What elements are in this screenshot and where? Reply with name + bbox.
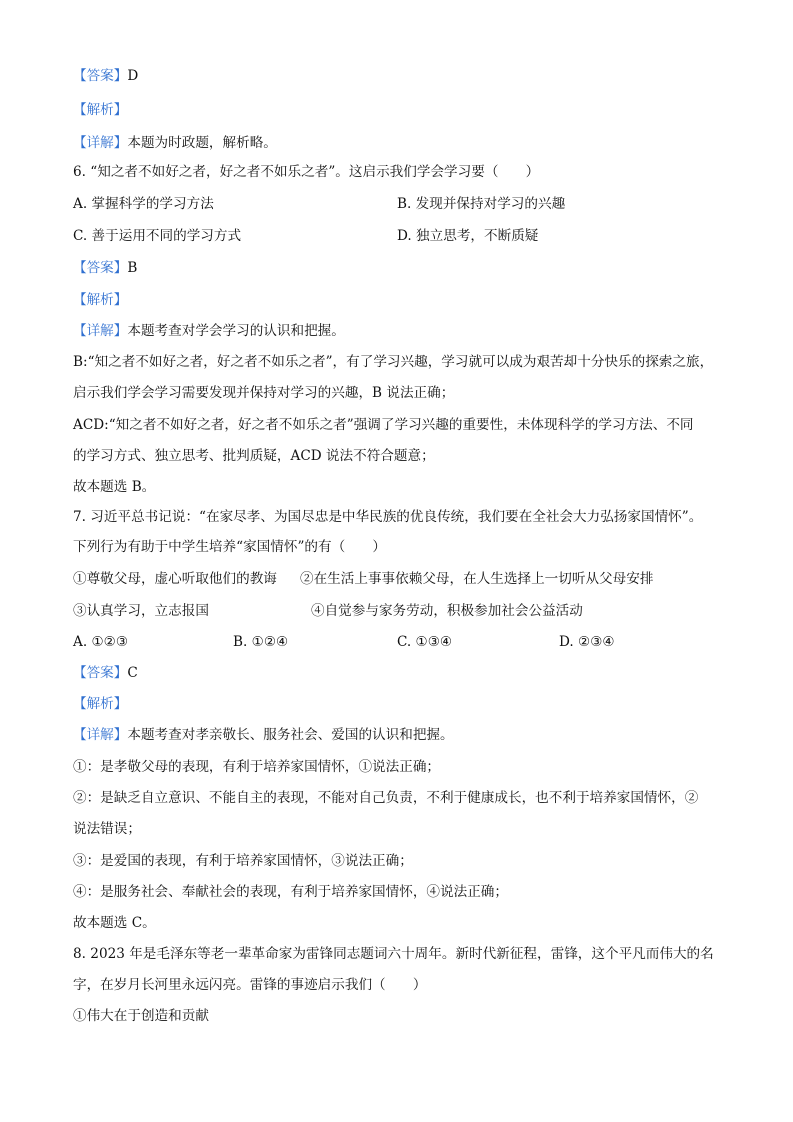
answer-value: D xyxy=(127,68,139,84)
q6-option-d: D. 独立思考，不断质疑 xyxy=(397,228,539,244)
q6-explain-line: 启示我们学会学习需要发现并保持对学习的兴趣，B 说法正确； xyxy=(73,385,455,401)
q7-answer-line xyxy=(73,663,733,683)
q7-option-c: C. ①③④ xyxy=(397,634,453,650)
q6-explain-line: ACD:“知之者不如好之者，好之者不如乐之者”强调了学习兴趣的重要性，未体现科学的学习方法、不同 xyxy=(73,417,694,433)
q7-analysis-line xyxy=(73,694,733,714)
answer-tag: 【答案】 xyxy=(73,68,128,84)
q8-item-1: ①伟大在于创造和贡献 xyxy=(73,1008,209,1024)
q6-explain-line: 的学习方式、独立思考、批判质疑，ACD 说法不符合题意； xyxy=(73,448,435,464)
q7-stem-line: 7. 习近平总书记说：“在家尽孝、为国尽忠是中华民族的优良传统，我们要在全社会大力弘扬家国情怀”。 xyxy=(73,509,703,525)
q7-option-b: B. ①②④ xyxy=(233,634,289,650)
q6-explain-line: B:“知之者不如好之者，好之者不如乐之者”，有了学习兴趣，学习就可以成为艰苦却十分快乐的探索之旅， xyxy=(73,354,714,370)
detail-text: 本题为时政题，解析略。 xyxy=(127,135,277,151)
q7-item-4: ④自觉参与家务劳动，积极参加社会公益活动 xyxy=(311,603,583,619)
q8-stem-line: 字，在岁月长河里永远闪亮。雷锋的事迹启示我们（ ） xyxy=(73,977,427,993)
q7-explain-line: 故本题选 C。 xyxy=(73,915,156,931)
detail-tag: 【详解】 xyxy=(73,323,128,339)
q7-explain-line: ③：是爱国的表现，有利于培养家国情怀，③说法正确； xyxy=(73,853,413,869)
answer-value: C xyxy=(127,665,138,681)
q6-detail-line xyxy=(73,321,733,341)
q7-explain-line: ②：是缺乏自立意识、不能自主的表现，不能对自己负责，不利于健康成长，也不利于培养家国情怀，② xyxy=(73,790,699,806)
q7-detail-line xyxy=(73,725,733,745)
analysis-tag: 【解析】 xyxy=(73,696,128,712)
q6-answer-line xyxy=(73,258,733,278)
q6-explain-line: 故本题选 B。 xyxy=(73,479,156,495)
detail-tag: 【详解】 xyxy=(73,135,128,151)
q6-analysis-line xyxy=(73,290,733,310)
detail-text: 本题考查对孝亲敬长、服务社会、爱国的认识和把握。 xyxy=(127,727,454,743)
analysis-tag: 【解析】 xyxy=(73,102,128,118)
q7-item-3: ③认真学习，立志报国 xyxy=(73,603,209,619)
q7-explain-line: ①：是孝敬父母的表现，有利于培养家国情怀，①说法正确； xyxy=(73,759,441,775)
q6-option-b: B. 发现并保持对学习的兴趣 xyxy=(397,196,566,212)
q7-item-1: ①尊敬父母，虚心听取他们的教诲 xyxy=(73,571,277,587)
q5-analysis-line xyxy=(73,100,733,120)
detail-text: 本题考查对学会学习的认识和把握。 xyxy=(127,323,345,339)
q7-option-d: D. ②③④ xyxy=(559,634,615,650)
q6-option-a: A. 掌握科学的学习方法 xyxy=(73,196,214,212)
q7-explain-line: 说法错误； xyxy=(73,821,141,837)
detail-tag: 【详解】 xyxy=(73,727,128,743)
analysis-tag: 【解析】 xyxy=(73,292,128,308)
q5-answer-line xyxy=(73,66,733,86)
answer-tag: 【答案】 xyxy=(73,260,128,276)
q7-item-2: ②在生活上事事依赖父母，在人生选择上一切听从父母安排 xyxy=(300,571,654,587)
q7-option-a: A. ①②③ xyxy=(73,634,129,650)
q5-detail-line xyxy=(73,133,733,153)
q7-explain-line: ④：是服务社会、奉献社会的表现，有利于培养家国情怀，④说法正确； xyxy=(73,884,508,900)
answer-tag: 【答案】 xyxy=(73,665,128,681)
answer-value: B xyxy=(127,260,138,276)
q6-option-c: C. 善于运用不同的学习方式 xyxy=(73,228,242,244)
q6-stem: 6. “知之者不如好之者，好之者不如乐之者”。这启示我们学会学习要（ ） xyxy=(73,164,540,180)
q8-stem-line: 8. 2023 年是毛泽东等老一辈革命家为雷锋同志题词六十周年。新时代新征程，雷锋，这个平凡而伟大的名 xyxy=(73,946,714,962)
q7-stem-line: 下列行为有助于中学生培养“家国情怀”的有（ ） xyxy=(73,539,386,555)
